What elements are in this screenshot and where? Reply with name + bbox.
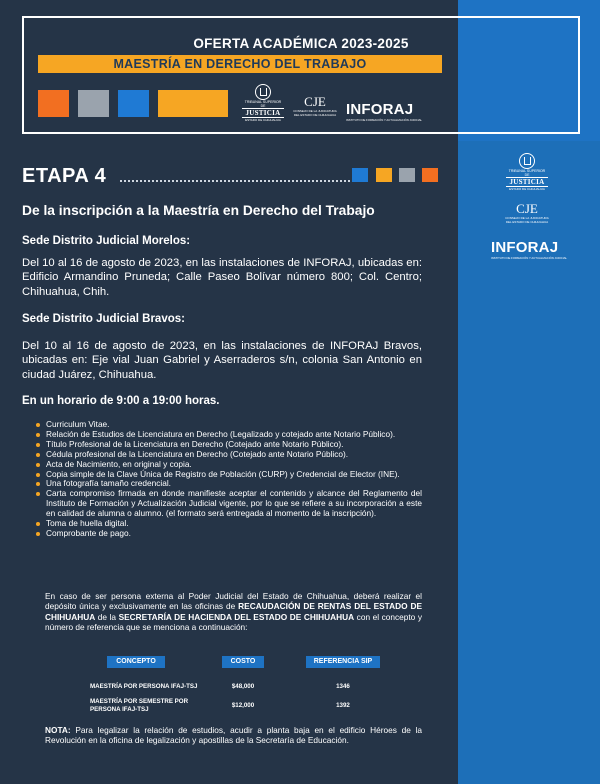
logo-justicia-line3: ESTADO DE CHIHUAHUA: [245, 118, 281, 122]
crest-icon: [255, 84, 271, 100]
cje-logo: [292, 94, 338, 117]
sede-bravos-label: Sede Distrito Judicial Bravos:: [22, 313, 185, 325]
table-cell-referencia: 1392: [336, 702, 350, 709]
sidebar-logo-inforaj-name: INFORAJ: [491, 239, 559, 256]
sidebar-logo-cje-name: CJE: [516, 201, 538, 216]
header-subtitle-bar: [38, 55, 442, 73]
table-header-concepto: CONCEPTO: [107, 656, 165, 668]
sede-bravos-text: Del 10 al 16 de agosto de 2023, en las instalaciones de INFORAJ Bravos, ubicadas en: Eje vial Juan Gabriel y Aserraderos s/n, colonia San Antonio en ciudad Juárez, Chihuahua.: [22, 340, 422, 381]
table-cell-referencia: 1346: [336, 683, 350, 690]
sidebar-logo-cje-line2: DEL ESTADO DE CHIHUAHUA: [505, 219, 549, 224]
sidebar-crest-icon: [519, 153, 535, 169]
list-item: Relación de Estudios de Licenciatura en Derecho (Legalizado y cotejado ante Notario Público).: [36, 430, 422, 440]
sede-morelos-text: Del 10 al 16 de agosto de 2023, en las instalaciones de INFORAJ, ubicadas en: Edificio Armandino Pruneda; Calle Paseo Bolívar número 800; Col. Centro; Chihuahua, Chih.: [22, 257, 422, 298]
sidebar-logo-justicia-line1: TRIBUNAL SUPERIOR DE: [508, 169, 546, 177]
sidebar-logo-justicia-line3: ESTADO DE CHIHUAHUA: [509, 187, 545, 191]
sidebar-logo-inforaj-tagline: INSTITUTO DE FORMACIÓN Y ACTUALIZACIÓN JUDICIAL: [491, 256, 567, 260]
table-cell-costo: $12,000: [231, 702, 255, 709]
pago-text-2: de la: [95, 611, 119, 622]
list-item: Comprobante de pago.: [36, 529, 422, 539]
logo-cje-line2: DEL ESTADO DE CHIHUAHUA: [293, 112, 337, 117]
section-title: De la inscripción a la Maestría en Derecho del Trabajo: [22, 203, 375, 218]
sidebar-logo-justicia-name: JUSTICIA: [506, 177, 548, 187]
list-item: Título Profesional de la Licenciatura en Derecho (Cotejado ante Notario Público).: [36, 440, 422, 450]
inforaj-logo: [346, 101, 424, 122]
header-title: OFERTA ACADÉMICA 2023-2025: [193, 36, 409, 51]
logo-inforaj-name: INFORAJ: [346, 101, 414, 118]
logo-inforaj-tagline: INSTITUTO DE FORMACIÓN Y ACTUALIZACIÓN JUDICIAL: [346, 118, 422, 122]
decor-square-blue: [118, 90, 149, 117]
list-item: Acta de Nacimiento, en original y copia.: [36, 460, 422, 470]
horario-text: En un horario de 9:00 a 19:00 horas.: [22, 395, 220, 407]
list-item: Toma de huella digital.: [36, 519, 422, 529]
pago-bold-1: RECAUDACIÓN DE RENTAS DEL ESTADO DE CHIHUAHUA: [45, 601, 422, 622]
table-header-costo: COSTO: [222, 656, 264, 668]
sidebar-cje-logo: [504, 201, 550, 224]
sede-morelos-label: Sede Distrito Judicial Morelos:: [22, 235, 191, 247]
list-item: Curriculum Vitae.: [36, 420, 422, 430]
pago-text-1: En caso de ser persona externa al Poder Judicial del Estado de Chihuahua, deberá realizar el depósito única y exclusivamente en las oficinas de: [45, 591, 422, 612]
decor-square-gray: [78, 90, 109, 117]
sidebar-justicia-logo: [506, 153, 548, 191]
pago-bold-2: SECRETARÍA DE HACIENDA DEL ESTADO DE CHIHUAHUA: [118, 611, 355, 622]
logo-justicia-name: JUSTICIA: [242, 108, 284, 118]
decor-bar-orange: [158, 90, 228, 117]
etapa-square-orange-2: [422, 168, 438, 182]
logo-cje-line1: CONSEJO DE LA JUDICATURA: [293, 109, 337, 113]
etapa-square-orange: [376, 168, 392, 182]
list-item: Cédula profesional de la Licenciatura en Derecho (Cotejado ante Notario Público).: [36, 450, 422, 460]
nota-text: Para legalizar la relación de estudios, acudir a planta baja en el edificio Héroes de la Revolución en la oficina de legalización y apostillas de la Secretaría de Educación.: [45, 725, 422, 746]
table-cell-concepto: MAESTRÍA POR SEMESTRE POR PERSONA IFAJ-TSJ: [90, 698, 189, 713]
table-cell-concepto: MAESTRÍA POR PERSONA IFAJ-TSJ: [90, 683, 198, 690]
nota-label: NOTA:: [45, 725, 71, 735]
sidebar-logo-cje-line1: CONSEJO DE LA JUDICATURA: [505, 216, 549, 220]
etapa-dotted-divider: [120, 180, 362, 182]
requisitos-list: [36, 420, 422, 539]
etapa-square-blue: [352, 168, 368, 182]
header-subtitle: MAESTRÍA EN DERECHO DEL TRABAJO: [113, 57, 367, 71]
etapa-heading: ETAPA 4: [22, 165, 107, 187]
justicia-logo: [242, 84, 284, 122]
decor-square-orange: [38, 90, 69, 117]
pago-text-3: con el concepto y número de referencia que se menciona a continuación:: [45, 611, 422, 632]
list-item: Una fotografía tamaño credencial.: [36, 479, 422, 489]
table-cell-costo: $48,000: [231, 683, 255, 690]
logo-justicia-line1: TRIBUNAL SUPERIOR DE: [244, 100, 282, 108]
table-header-referencia: REFERENCIA SIP: [306, 656, 380, 668]
nota-paragraph: [45, 725, 422, 746]
pago-paragraph: [45, 591, 422, 632]
sidebar-inforaj-logo: [491, 239, 569, 260]
list-item: Carta compromiso firmada en donde manifieste aceptar el contenido y alcance del Reglamento del Instituto de Formación y Actualización Judicial vigente, por lo que se refiere a su incorporación a este en calidad de alumna o alumno. (el formato será entregada al momento de la inscripción).: [36, 489, 422, 519]
logo-cje-name: CJE: [304, 94, 326, 109]
list-item: Copia simple de la Clave Única de Registro de Población (CURP) y Credencial de Elector (INE).: [36, 470, 422, 480]
etapa-square-gray: [399, 168, 415, 182]
